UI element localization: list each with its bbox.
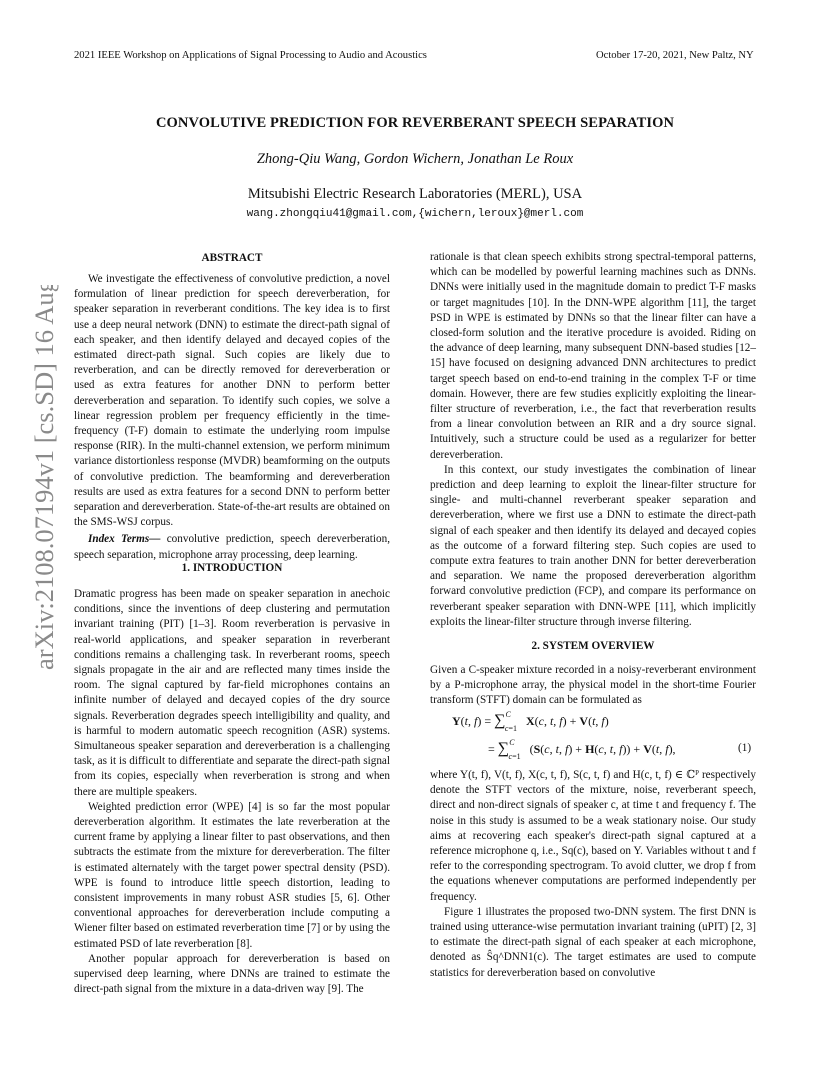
index-terms: [74, 532, 390, 562]
arxiv-side-stamp: [7, 285, 75, 675]
equation-line-2: = ∑$^C_{c=1}$ (S(c, t, f) + H(c, t, f)) + V(t, f),: [488, 738, 676, 761]
arxiv-stamp-text: arXiv:2108.07194v1 [cs.SD] 16 Aug 2021: [29, 285, 59, 670]
intro-paragraph-2: Weighted prediction error (WPE) [4] is so far the most popular dereverberation algorithm. It estimates the late reverberation at the current frame by applying a linear filter to past observations, and then subtracts the estimate from the mixture for dereverberation. The filter is estimated alternately with the target power spectral density (PSD). WPE is found to introduce little speech distortion, leading to consistent improvements in many robust ASR studies [5, 6]. Other conventional approaches for dereverberation include computing a Wiener filter based on estimated reverberation time [7] or by using the estimated PSD of late reverberation [8].: [74, 800, 390, 950]
intro-paragraph-1: Dramatic progress has been made on speaker separation in anechoic conditions, since the inventions of deep clustering and permutation invariant training (PIT) [1–3]. Room reverberation is pervasive in real-world applications, and speaker separation in reverberant conditions remains a challenging task. In reverberant rooms, speech signals propagate in the air and are reflected many times inside the room. The signal captured by far-field microphones contains an infinite number of delayed and decayed copies of the dry source signals. Reverberation degrades speech intelligibility and quality, and is harmful to modern automatic speech recognition (ASR) systems. Simultaneous speaker separation and dereverberation is a challenging task, as it is difficult to differentiate and separate the direct-path signal from its copies, especially when reverberation is strong and when there are multiple speakers.: [74, 588, 390, 798]
intro-body: [74, 587, 390, 997]
right-paragraph-1: rationale is that clean speech exhibits strong spectral-temporal patterns, which can be modelled by powerful learning machines such as DNNs. DNNs were initially used in the magnitude domain to predict T-F masks or target magnitudes [10]. In the DNN-WPE algorithm [11], the target PSD in WPE is estimated by DNNs so that the linear filter can have a closed-form solution and the iterative procedure is avoided. Riding on the advance of deep learning, many subsequent DNN-based studies [12–15] have focused on designing advanced DNN architectures to predict target speech based on end-to-end training in the complex T-F or time domain. However, there are few studies explicitly exploiting the linear-filter structure of reverberation, i.e., the fact that reverberation results from a linear convolution between an RIR and a dry source signal. Intuitively, such a structure could be used as a regularizer for better dereverberation.: [430, 251, 756, 461]
abstract-body: [74, 272, 390, 563]
equation-number: (1): [738, 742, 752, 754]
running-header-right: October 17-20, 2021, New Paltz, NY: [596, 50, 754, 61]
running-header-left: 2021 IEEE Workshop on Applications of Signal Processing to Audio and Acoustics: [74, 50, 427, 61]
abstract-text: We investigate the effectiveness of convolutive prediction, a novel formulation of linear prediction for speech dereverberation, for speaker separation in reverberant conditions. The key idea is to first use a deep neural network (DNN) to estimate the direct-path signal of each speaker, and then identify delayed and decayed copies of the estimated direct-path signal. Such copies are likely due to reverberation, and can be directly removed for dereverberation or used as extra features for another DNN to perform better dereverberation and separation. To identify such copies, we solve a linear regression problem per frequency efficiently in the time-frequency (T-F) domain to estimate the underlying room impulse response (RIR). In the multi-channel extension, we perform minimum variance distortionless response (MVDR) beamforming on the outputs of convolutive prediction. The beamforming and dereverberation results are used as extra features for a second DNN to perform better separation and dereverberation. State-of-the-art results are obtained on the SMS-WSJ corpus.: [74, 273, 390, 529]
paper-authors: Zhong-Qiu Wang, Gordon Wichern, Jonathan Le Roux: [256, 151, 574, 167]
right-paragraph-2: In this context, our study investigates the combination of linear prediction and deep learning to exploit the linear-filter structure for single- and multi-channel reverberant speaker separation and dereverberation, where we first use a DNN to estimate the direct-path signal of each speaker and then identify its delayed and decayed copies as the outcome of a forward filtering step. Such copies are used to compute extra features to train another DNN for better dereverberation and separation. We name the proposed dereverberation algorithm forward convolutive prediction (FCP), and compare its performance on reverberant speaker separation with DNN-WPE [11], which implicitly exploits the linear-filter structure through inverse filtering.: [430, 463, 756, 628]
paper-title: CONVOLUTIVE PREDICTION FOR REVERBERANT SPEECH SEPARATION: [155, 115, 675, 131]
intro-paragraph-3: Another popular approach for dereverberation is based on supervised deep learning, where DNNs are trained to estimate the direct-path signal from the mixture in a data-driven way [9]. The: [74, 952, 390, 996]
right-column-top: [430, 250, 756, 630]
right-paragraph-5: Figure 1 illustrates the proposed two-DNN system. The first DNN is trained using utterance-wise permutation invariant training (uPIT) [2, 3] to estimate the direct-path signal of each speaker at each microphone, denoted as Ŝq^DNN1(c). The target estimates are used to compute statistics for dereverberation based on convolutive: [430, 905, 756, 979]
abstract-heading: ABSTRACT: [201, 252, 263, 264]
paper-affiliation: Mitsubishi Electric Research Laboratories (MERL), USA: [247, 186, 583, 202]
intro-heading: 1. INTRODUCTION: [181, 562, 283, 574]
right-paragraph-3: Given a C-speaker mixture recorded in a noisy-reverberant environment by a P-microphone array, the physical model in the short-time Fourier transform (STFT) domain can be formulated as: [430, 664, 756, 707]
index-terms-text: convolutive prediction, speech dereverberation, speech separation, microphone array processing, deep learning.: [74, 533, 390, 561]
section2-intro: [430, 663, 756, 709]
right-paragraph-4: where Y(t, f), V(t, f), X(c, t, f), S(c, t, f) and H(c, t, f) ∈ ℂᴾ respectively denote the STFT vectors of the mixture, noise, reverberant speech, direct and non-direct signals of speaker c, at time t and frequency f. The noise in this study is assumed to be a weak stationary noise. Our study aims at recovering each speaker's direct-path signal captured at a reference microphone q, i.e., Sq(c), based on Y. Variables without t and f refer to the corresponding spectrogram. To avoid clutter, we drop f from the equations whenever computations are performed independently per frequency.: [430, 769, 756, 903]
paper-email: wang.zhongqiu41@gmail.com,{wichern,leroux}@merl.com: [246, 208, 584, 220]
equation-line-1: Y(t, f) = ∑$^C_{c=1}$ X(c, t, f) + V(t, f): [452, 710, 609, 733]
section2-heading: 2. SYSTEM OVERVIEW: [531, 640, 655, 652]
right-column-bottom: [430, 768, 756, 981]
index-terms-label: Index Terms—: [88, 533, 161, 546]
